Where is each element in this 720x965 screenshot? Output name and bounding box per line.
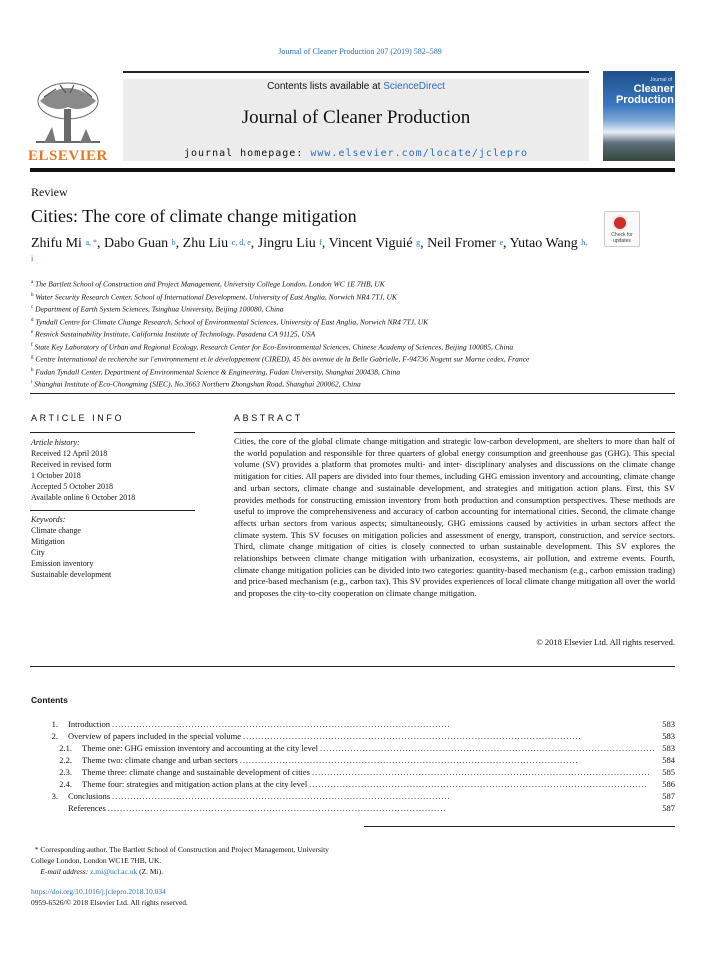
contents-available-line	[123, 81, 589, 92]
contents-rule	[30, 666, 675, 667]
history-item: Received 12 April 2018	[31, 449, 108, 458]
abstract-text: Cities, the core of the global climate change mitigation and strategic low-carbon development, are shelters to more than half of the world population and responsible for three quarters of global energy consumption and greenhouse gas (GHG). This special volume (SV) provides a platform that promotes multi- and inter- disciplinary analyses and discussions on the climate change mitigation for cities. All papers are divided into four themes, including GHG emission inventory and accounting, climate change and urban sectors, climate change and sustainable development, and strategies and mitigation action plans. First, this SV provides methods for constructing emission inventory from both production and consumption perspectives. These methods are useful to improve the comprehensiveness and accuracy of carbon accounting for international cities. Second, the climate change affects urban sectors from various aspects; simultaneously, GHG emissions caused by activities in urban sectors affect the climate system. This SV focuses on mitigation policies and assessment of energy, transport, construction, and service sectors. Third, climate change mitigation of cities is closely connected to urban sustainable development. This SV explores the relationships between climate change mitigation with urbanization, ecosystems, air pollution, and extreme events. Fourth, climate change mitigation policies can be divided into two categories: quantity-based mechanism (e.g., carbon emission trading) and price-based mechanism (e.g., carbon tax). This SV provides experiences of local climate change mitigation all over the world and proposes the city-to-city cooperation on climate change mitigation.	[234, 436, 675, 599]
keywords-label: Keywords:	[31, 515, 66, 524]
affiliation: $^b$ Water Security Research Center, School of International Development, University of East Anglia, Norwich NR4 7TJ, UK	[31, 292, 397, 301]
check-updates-label	[604, 233, 640, 244]
keyword: Climate change	[31, 526, 81, 535]
affiliation: $^f$ State Key Laboratory of Urban and Regional Ecology, Research Center for Eco-Environmental Sciences, Chinese Academy of Sciences, Beijing 100085, China	[31, 342, 514, 351]
homepage-link[interactable]: www.elsevier.com/locate/jclepro	[310, 148, 528, 159]
doi-block	[31, 886, 188, 908]
author[interactable]: Yutao Wang $^{h, i}$	[31, 236, 588, 263]
toc-item[interactable]: 1. Introduction . . . 583	[34, 718, 675, 730]
homepage-prefix: journal homepage:	[183, 148, 311, 159]
contents-heading: Contents	[31, 695, 68, 705]
journal-name: Journal of Cleaner Production	[241, 107, 471, 128]
author[interactable]: Vincent Viguié $^g$	[328, 236, 421, 251]
author[interactable]: Neil Fromer $^e$	[427, 236, 504, 251]
author-list: Zhifu Mi $^{a, *}$, Dabo Guan $^b$, Zhu Liu $^{c, d, e}$, Jingru Liu $^f$, Vincent Viguié $^g$, Neil Fromer $^e$, Yutao Wang $^{h, i}$	[31, 236, 591, 268]
cover-title-line1: Cleaner	[633, 83, 674, 95]
author[interactable]: Zhu Liu $^{c, d, e}$	[182, 236, 251, 251]
article-type: Review	[31, 185, 68, 199]
keyword: Mitigation	[31, 537, 65, 546]
keywords	[31, 514, 111, 580]
author[interactable]: Dabo Guan $^b$	[104, 236, 176, 251]
article-info-rule	[30, 432, 195, 433]
table-of-contents	[34, 718, 675, 814]
author[interactable]: Zhifu Mi $^{a, *}$	[31, 236, 98, 251]
corresponding-author-footnote	[31, 844, 351, 877]
cover-title	[604, 84, 674, 106]
affiliation: $^e$ Resnick Sustainability Institute, California Institute of Technology, Pasadena CA 91125, USA	[31, 329, 316, 339]
footnote-text: * Corresponding author. The Bartlett School of Construction and Project Management, University College London, London WC1E 7HB, UK.	[31, 845, 329, 865]
cover-title-line2: Production	[615, 94, 674, 106]
article-title: Cities: The core of climate change mitigation	[31, 206, 357, 226]
abstract-rule	[234, 432, 675, 433]
affiliations	[31, 277, 591, 390]
history-item: Available online 6 October 2018	[31, 493, 136, 502]
footnote-email: E-mail address: z.mi@ucl.ac.uk (Z. Mi).	[40, 867, 164, 876]
sciencedirect-link[interactable]: ScienceDirect	[383, 81, 445, 92]
toc-item[interactable]: 2.3. Theme three: climate change and sustainable development of cities . . . 585	[34, 766, 675, 778]
toc-item[interactable]: References . . . 587	[34, 802, 675, 814]
abstract-heading: ABSTRACT	[234, 413, 303, 423]
journal-homepage	[123, 148, 589, 159]
affiliation: $^i$ Shanghai Institute of Eco-Chongming (SIEC), No.3663 Northern Zhongshan Road, Shanghai 200062, China	[31, 379, 361, 389]
cover-small-text: Journal of	[650, 77, 672, 83]
history-item: Received in revised form	[31, 460, 112, 469]
history-item: Accepted 5 October 2018	[31, 482, 113, 491]
check-updates-icon	[612, 215, 628, 231]
article-info-heading: ARTICLE INFO	[31, 413, 125, 423]
keyword: Sustainable development	[31, 570, 112, 579]
abstract-copyright: © 2018 Elsevier Ltd. All rights reserved.	[536, 637, 675, 647]
check-updates-line1: Check for	[611, 232, 633, 238]
elsevier-wordmark: ELSEVIER	[28, 148, 108, 164]
toc-item[interactable]: 2.4. Theme four: strategies and mitigation action plans at the city level . . . 586	[34, 778, 675, 790]
article-history	[31, 437, 135, 503]
toc-end-rule	[364, 826, 675, 827]
issn-line: 0959-6526/© 2018 Elsevier Ltd. All rights reserved.	[31, 898, 188, 907]
author[interactable]: Jingru Liu $^f$	[257, 236, 322, 251]
doi-link[interactable]: https://doi.org/10.1016/j.jclepro.2018.10.034	[31, 887, 166, 896]
affiliation: $^a$ The Bartlett School of Construction and Project Management, University College London, London WC 1E 7HB, UK	[31, 279, 385, 289]
history-item: 1 October 2018	[31, 471, 81, 480]
contents-prefix: Contents lists available at	[267, 81, 384, 92]
history-label: Article history:	[31, 438, 80, 447]
journal-citation[interactable]: Journal of Cleaner Production 207 (2019) 582–589	[278, 47, 442, 56]
header-thick-rule	[30, 168, 675, 172]
check-updates-line2: updates	[613, 237, 631, 244]
toc-item[interactable]: 2.2. Theme two: climate change and urban sectors . . . 584	[34, 754, 675, 766]
keywords-rule	[30, 510, 195, 511]
affiliation: $^g$ Centre International de recherche sur l'environnement et le développement (CIRED), 45 bis avenue de la Belle Gabrielle, F-94736 Nogent sur Marne cedex, France	[31, 354, 530, 364]
toc-item[interactable]: 2.1. Theme one: GHG emission inventory and accounting at the city level . . . 583	[34, 742, 675, 754]
affiliation: $^h$ Fudan Tyndall Center, Department of Environmental Science & Engineering, Fudan University, Shanghai 200438, China	[31, 367, 401, 376]
affiliation: $^d$ Tyndall Centre for Climate Change Research, School of Environmental Sciences, University of East Anglia, Norwich NR4 7TJ, UK	[31, 317, 429, 326]
affiliation: $^c$ Department of Earth System Sciences, Tsinghua University, Beijing 100080, China	[31, 304, 284, 314]
email-link[interactable]: z.mi@ucl.ac.uk	[90, 867, 138, 876]
header-top-rule	[123, 71, 589, 73]
keyword: Emission inventory	[31, 559, 94, 568]
section-rule	[30, 393, 675, 394]
toc-item[interactable]: 3. Conclusions . . . 587	[34, 790, 675, 802]
keyword: City	[31, 548, 45, 557]
toc-item[interactable]: 2. Overview of papers included in the special volume . . . 583	[34, 730, 675, 742]
